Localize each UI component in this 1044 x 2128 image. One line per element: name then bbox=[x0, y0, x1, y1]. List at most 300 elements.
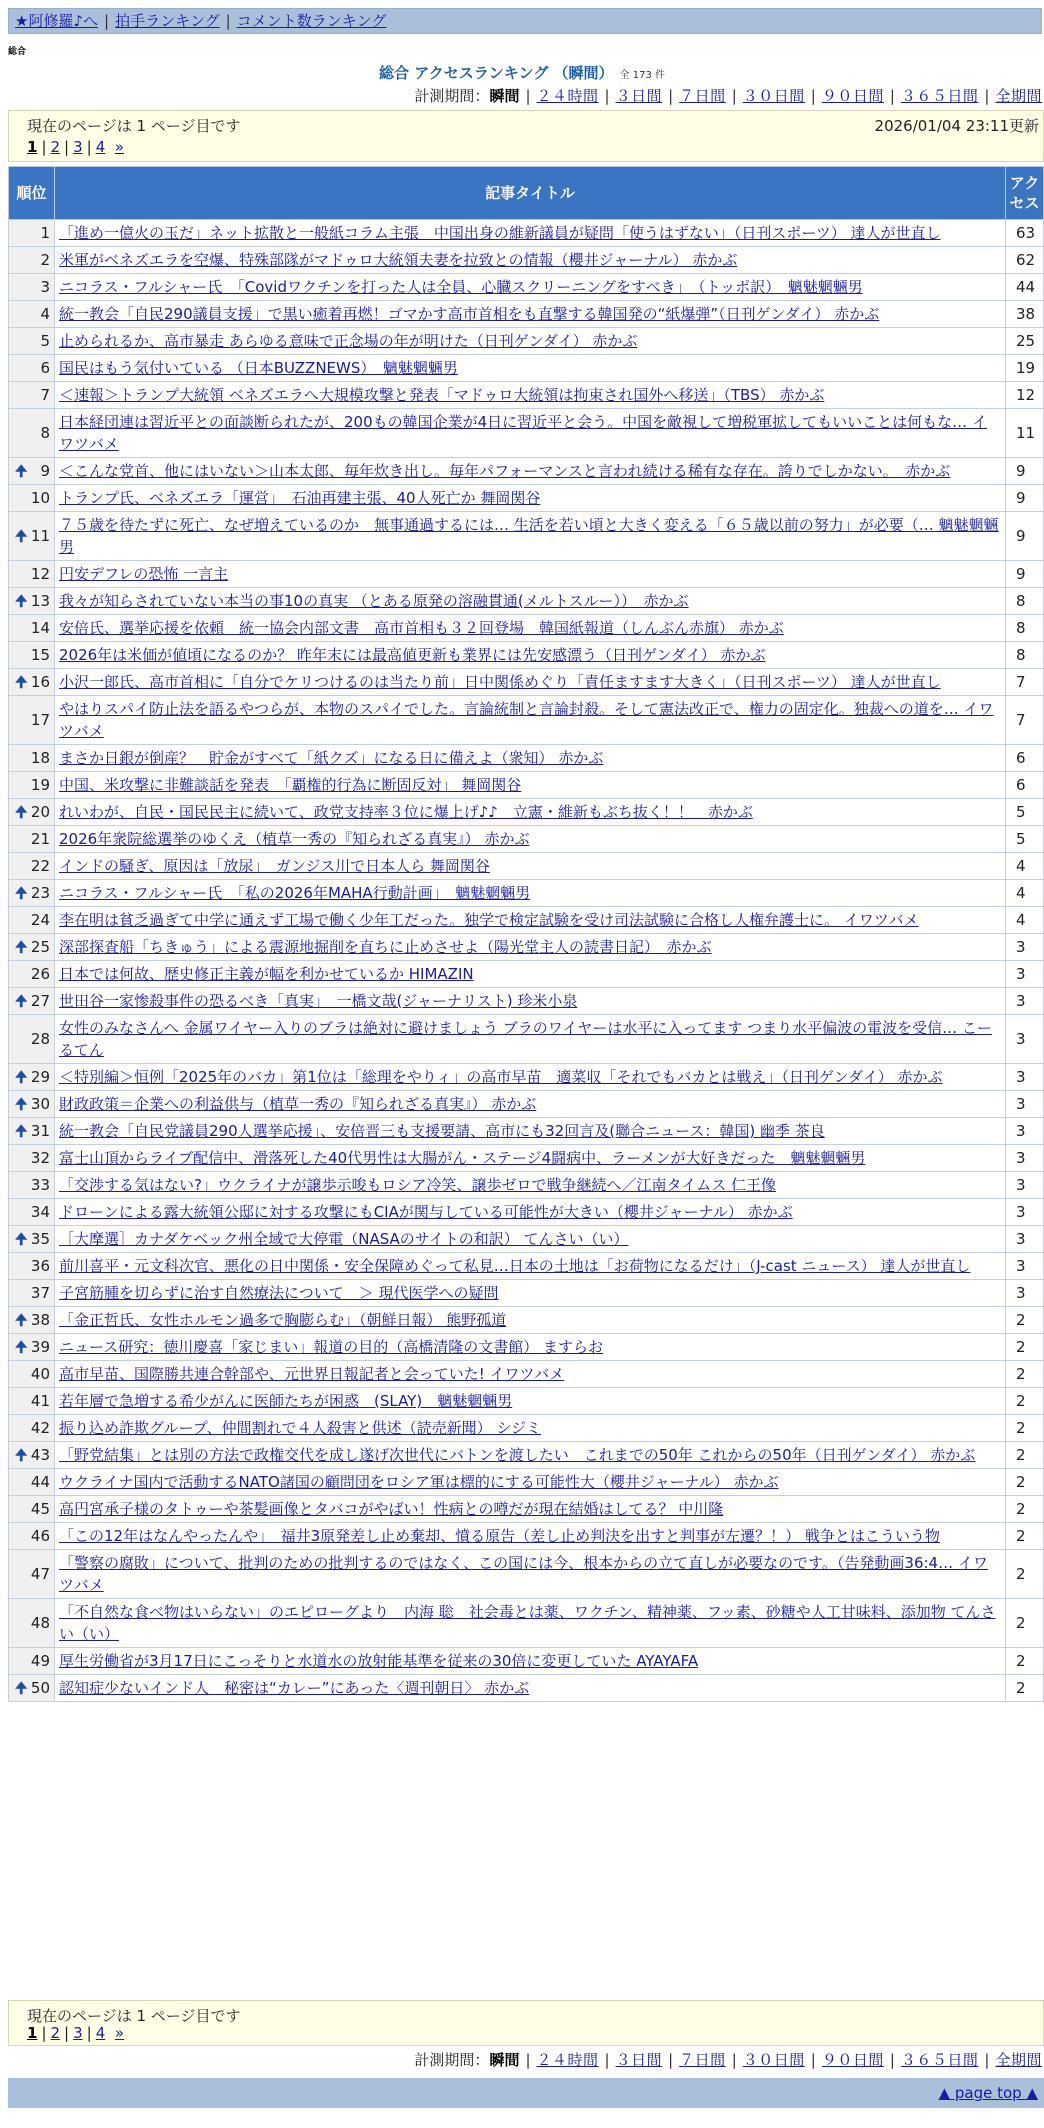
article-title-link[interactable]: 国民はもう気付いている （日本BUZZNEWS） 魑魅魍魎男 bbox=[59, 359, 458, 377]
rank-cell bbox=[9, 274, 55, 301]
title-cell bbox=[55, 853, 1006, 880]
rank-number: 21 bbox=[30, 830, 50, 848]
pager-separator: | bbox=[41, 138, 47, 156]
rank-number: 34 bbox=[30, 1203, 50, 1221]
period-separator: | bbox=[984, 87, 990, 105]
period-separator: | bbox=[889, 2051, 895, 2069]
rank-number: 19 bbox=[30, 776, 50, 794]
article-title-link[interactable]: まさか日銀が倒産？ 貯金がすべて「紙クズ」になる日に備えよ（衆知） 赤かぶ bbox=[59, 749, 604, 767]
pager-next-link[interactable]: » bbox=[114, 2024, 124, 2042]
article-title-link[interactable]: 子宮筋腫を切らずに治す自然療法について ＞ 現代医学への疑問 bbox=[59, 1284, 499, 1302]
access-count: 2 bbox=[1006, 1496, 1044, 1523]
access-count: 8 bbox=[1006, 615, 1044, 642]
article-title-link[interactable]: 認知症少ないインド人 秘密は“カレー”にあった〈週刊朝日〉 赤かぶ bbox=[59, 1679, 530, 1697]
rank-cell bbox=[9, 669, 55, 696]
table-row bbox=[9, 1015, 1044, 1064]
title-cell bbox=[55, 458, 1006, 485]
article-title-link[interactable]: ドローンによる露大統領公邸に対する攻撃にもCIAが関与している可能性が大きい（櫻井ジャーナル） 赤かぶ bbox=[59, 1203, 793, 1221]
rank-cell bbox=[9, 853, 55, 880]
access-count: 2 bbox=[1006, 1648, 1044, 1675]
access-count: 2 bbox=[1006, 1523, 1044, 1550]
article-title-link[interactable]: 世田谷一家惨殺事件の恐るべき「真実」 一橋文哉(ジャーナリスト) 珍米小泉 bbox=[59, 992, 578, 1010]
title-cell bbox=[55, 1469, 1006, 1496]
title-cell bbox=[55, 561, 1006, 588]
title-cell bbox=[55, 1648, 1006, 1675]
title-cell bbox=[55, 1307, 1006, 1334]
access-count: 7 bbox=[1006, 669, 1044, 696]
rank-number: 42 bbox=[30, 1419, 50, 1437]
title-cell bbox=[55, 382, 1006, 409]
table-row bbox=[9, 1334, 1044, 1361]
up-arrow-icon: 🠉 bbox=[15, 992, 28, 1010]
table-row bbox=[9, 485, 1044, 512]
title-cell bbox=[55, 1172, 1006, 1199]
table-row bbox=[9, 1361, 1044, 1388]
table-row bbox=[9, 301, 1044, 328]
table-row bbox=[9, 512, 1044, 561]
rank-number: 4 bbox=[40, 305, 50, 323]
rank-number: 30 bbox=[30, 1095, 50, 1113]
home-link[interactable]: ★阿修羅♪へ bbox=[15, 12, 99, 30]
access-count: 2 bbox=[1006, 1550, 1044, 1599]
article-title-link[interactable]: ［大摩選］カナダケベック州全域で大停電（NASAのサイトの和訳） てんさい（い） bbox=[59, 1230, 629, 1248]
title-cell bbox=[55, 274, 1006, 301]
period-separator: | bbox=[525, 2051, 531, 2069]
article-title-link[interactable]: ＜速報＞トランプ大統領 ベネズエラへ大規模攻撃と発表「マドゥロ大統領は拘束され国外へ移送」（TBS） 赤かぶ bbox=[59, 386, 825, 404]
title-cell bbox=[55, 1523, 1006, 1550]
rank-cell bbox=[9, 382, 55, 409]
article-title-link[interactable]: インドの騒ぎ、原因は「放尿」 ガンジス川で日本人ら 舞岡関谷 bbox=[59, 857, 490, 875]
table-row bbox=[9, 1226, 1044, 1253]
rank-number: 24 bbox=[30, 911, 50, 929]
table-row bbox=[9, 1496, 1044, 1523]
header-rank-text: 順位 bbox=[16, 184, 47, 202]
rank-number: 25 bbox=[30, 938, 50, 956]
pager-separator: | bbox=[86, 138, 92, 156]
rank-number: 11 bbox=[30, 527, 50, 545]
rank-cell bbox=[9, 301, 55, 328]
pager-page-link[interactable]: 3 bbox=[73, 2024, 83, 2042]
access-count: 3 bbox=[1006, 934, 1044, 961]
title-cell bbox=[55, 1361, 1006, 1388]
rank-cell bbox=[9, 745, 55, 772]
article-title-link[interactable]: 中国、米攻撃に非難談話を発表 「覇権的行為に断固反対」 舞岡関谷 bbox=[59, 776, 522, 794]
period-separator: | bbox=[889, 87, 895, 105]
period-selector-bottom bbox=[414, 2050, 1042, 2070]
table-row bbox=[9, 382, 1044, 409]
pager-current: 1 bbox=[27, 138, 38, 156]
rank-number: 28 bbox=[30, 1030, 50, 1048]
article-title-link[interactable]: 前川喜平・元文科次官、悪化の日中関係・安全保障めぐって私見…日本の土地は「お荷物になるだけ」（J-cast ニュース） 達人が世直し bbox=[59, 1257, 971, 1275]
access-count: 6 bbox=[1006, 745, 1044, 772]
rank-cell bbox=[9, 1388, 55, 1415]
access-count: 9 bbox=[1006, 561, 1044, 588]
table-row bbox=[9, 1253, 1044, 1280]
rank-number: 48 bbox=[30, 1614, 50, 1632]
rank-number: 6 bbox=[40, 359, 50, 377]
rank-number: 10 bbox=[30, 489, 50, 507]
rank-number: 43 bbox=[30, 1446, 50, 1464]
title-cell bbox=[55, 1334, 1006, 1361]
article-title-link[interactable]: れいわが、自民・国民民主に続いて、政党支持率３位に爆上げ♪♪ 立憲・維新もぶち抜く！！ 赤かぶ bbox=[59, 803, 753, 821]
access-count: 6 bbox=[1006, 772, 1044, 799]
title-cell bbox=[55, 1091, 1006, 1118]
total-count: 全 173 件 bbox=[619, 70, 665, 81]
rank-cell bbox=[9, 1064, 55, 1091]
table-row bbox=[9, 799, 1044, 826]
title-cell bbox=[55, 826, 1006, 853]
article-title-link[interactable]: 日本では何故、歴史修正主義が幅を利かせているか HIMAZIN bbox=[59, 965, 474, 983]
page-info-box-bottom bbox=[8, 2000, 1044, 2046]
title-cell bbox=[55, 642, 1006, 669]
page-info-box bbox=[8, 110, 1044, 162]
title-cell bbox=[55, 1442, 1006, 1469]
article-title-link[interactable]: 2026年は米価が値頃になるのか？ 昨年末には最高値更新も業界には先安感漂う（日刊ゲンダイ） 赤かぶ bbox=[59, 646, 766, 664]
period-option-link[interactable]: ３６５日間 bbox=[900, 2051, 979, 2069]
rank-number: 3 bbox=[40, 278, 50, 296]
access-count: 3 bbox=[1006, 1199, 1044, 1226]
title-cell bbox=[55, 1064, 1006, 1091]
article-title-link[interactable]: 富士山頂からライブ配信中、滑落死した40代男性は大腸がん・ステージ4闘病中、ラーメンが大好きだった 魑魅魍魎男 bbox=[59, 1149, 866, 1167]
rank-number: 13 bbox=[30, 592, 50, 610]
article-title-link[interactable]: 深部探査船「ちきゅう」による震源地掘削を直ちに止めさせよ（陽光堂主人の読書日記） 赤かぶ bbox=[59, 938, 712, 956]
title-cell bbox=[55, 328, 1006, 355]
access-count: 3 bbox=[1006, 961, 1044, 988]
article-title-link[interactable]: 財政政策＝企業への利益供与（植草一秀の『知られざる真実』） 赤かぶ bbox=[59, 1095, 537, 1113]
current-page-text: 現在のページは 1 ページ目です bbox=[27, 117, 241, 135]
article-title-link[interactable]: 「野党結集」とは別の方法で政権交代を成し遂げ次世代にバトンを渡したい これまでの50年 これからの50年（日刊ゲンダイ） 赤かぶ bbox=[59, 1446, 976, 1464]
pager-page-link[interactable]: 4 bbox=[95, 2024, 106, 2042]
access-count: 9 bbox=[1006, 485, 1044, 512]
article-title-link[interactable]: 若年層で急増する希少がんに医師たちが困惑 (SLAY) 魑魅魍魎男 bbox=[59, 1392, 513, 1410]
rank-cell bbox=[9, 409, 55, 458]
title-cell bbox=[55, 355, 1006, 382]
rank-cell bbox=[9, 826, 55, 853]
page-top-link[interactable]: ▲ page top ▲ bbox=[938, 2084, 1038, 2102]
rank-number: 35 bbox=[30, 1230, 50, 1248]
article-title-link[interactable]: ニコラス・フルシャー氏 「私の2026年MAHA行動計画」 魑魅魍魎男 bbox=[59, 884, 531, 902]
rank-cell bbox=[9, 458, 55, 485]
rank-cell bbox=[9, 1550, 55, 1599]
rank-cell bbox=[9, 615, 55, 642]
period-option-link[interactable]: ２４時間 bbox=[536, 2051, 599, 2069]
access-count: 63 bbox=[1006, 220, 1044, 247]
rank-cell bbox=[9, 1523, 55, 1550]
applause-ranking-link[interactable]: 拍手ランキング bbox=[115, 12, 220, 30]
rank-number: 8 bbox=[40, 424, 50, 442]
rank-cell bbox=[9, 880, 55, 907]
rank-number: 16 bbox=[30, 673, 50, 691]
rank-cell bbox=[9, 1145, 55, 1172]
rank-number: 7 bbox=[40, 386, 50, 404]
period-option-link[interactable]: 全期間 bbox=[995, 2051, 1042, 2069]
table-row bbox=[9, 1145, 1044, 1172]
rank-cell bbox=[9, 1469, 55, 1496]
pager-page-link[interactable]: 2 bbox=[50, 2024, 61, 2042]
updated-timestamp: 2026/01/04 23:11更新 bbox=[874, 117, 1039, 135]
title-cell bbox=[55, 512, 1006, 561]
article-title-link[interactable]: 小沢一郎氏、高市首相に「自分でケリつけるのは当たり前」日中関係めぐり「責任ますます大きく」（日刊スポーツ） 達人が世直し bbox=[59, 673, 941, 691]
pager-separator: | bbox=[41, 2024, 47, 2042]
up-arrow-icon: 🠉 bbox=[15, 1679, 28, 1697]
table-row bbox=[9, 907, 1044, 934]
pager-page-link[interactable]: 3 bbox=[73, 138, 83, 156]
period-option-link[interactable]: ９０日間 bbox=[821, 87, 884, 105]
table-row bbox=[9, 1415, 1044, 1442]
header-access-text: アク セス bbox=[1009, 174, 1040, 212]
rank-cell bbox=[9, 1599, 55, 1648]
period-option-link[interactable]: ９０日間 bbox=[821, 2051, 884, 2069]
title-cell bbox=[55, 961, 1006, 988]
article-title-link[interactable]: 「警察の腐敗」について、批判のための批判するのではなく、この国には今、根本からの立て直しが必要なのです。（告発動画36:4… イワツバメ bbox=[59, 1554, 988, 1594]
access-count: 4 bbox=[1006, 907, 1044, 934]
rank-cell bbox=[9, 1091, 55, 1118]
header-rank bbox=[9, 167, 55, 220]
article-title-link[interactable]: 統一教会「自民290議員支援」で黒い癒着再燃！ゴマかす高市首相をも直撃する韓国発の“紙爆弾”（日刊ゲンダイ） 赤かぶ bbox=[59, 305, 880, 323]
rank-number: 50 bbox=[30, 1679, 50, 1697]
title-cell bbox=[55, 1118, 1006, 1145]
access-count: 3 bbox=[1006, 1064, 1044, 1091]
rank-number: 20 bbox=[30, 803, 50, 821]
article-title-link[interactable]: 李在明は貧乏過ぎて中学に通えず工場で働く少年工だった。独学で検定試験を受け司法試験に合格し人権弁護士に。 イワツバメ bbox=[59, 911, 919, 929]
title-cell bbox=[55, 1415, 1006, 1442]
up-arrow-icon: 🠉 bbox=[15, 1230, 28, 1248]
table-row bbox=[9, 669, 1044, 696]
title-cell bbox=[55, 1145, 1006, 1172]
access-count: 5 bbox=[1006, 826, 1044, 853]
rank-cell bbox=[9, 934, 55, 961]
access-count: 2 bbox=[1006, 1675, 1044, 1702]
title-cell bbox=[55, 1599, 1006, 1648]
header-title: 記事タイトル bbox=[55, 167, 1006, 220]
up-arrow-icon: 🠉 bbox=[15, 1122, 28, 1140]
access-count: 3 bbox=[1006, 1118, 1044, 1145]
rank-number: 23 bbox=[30, 884, 50, 902]
article-title-link[interactable]: 安倍氏、選挙応援を依頼 統一協会内部文書 高市首相も３２回登場 韓国紙報道（しんぶん赤旗） 赤かぶ bbox=[59, 619, 784, 637]
article-title-link[interactable]: やはりスパイ防止法を語るやつらが、本物のスパイでした。言論統制と言論封殺。そして憲法改正で、権力の固定化。独裁への道を… イワツバメ bbox=[59, 700, 994, 740]
title-cell bbox=[55, 588, 1006, 615]
rank-cell bbox=[9, 961, 55, 988]
period-separator: | bbox=[668, 2051, 674, 2069]
article-title-link[interactable]: 2026年衆院総選挙のゆくえ（植草一秀の『知られざる真実』） 赤かぶ bbox=[59, 830, 530, 848]
period-option-link[interactable]: ７日間 bbox=[679, 2051, 726, 2069]
pager-separator: | bbox=[86, 2024, 92, 2042]
title-cell bbox=[55, 247, 1006, 274]
table-row bbox=[9, 826, 1044, 853]
rank-cell bbox=[9, 1172, 55, 1199]
access-count: 2 bbox=[1006, 1442, 1044, 1469]
article-title-link[interactable]: 「金正哲氏、女性ホルモン過多で胸膨らむ」（朝鮮日報） 熊野孤道 bbox=[59, 1311, 507, 1329]
table-row bbox=[9, 355, 1044, 382]
period-option-link[interactable]: ２４時間 bbox=[536, 87, 599, 105]
footer-bar bbox=[8, 2078, 1044, 2108]
article-title-link[interactable]: ニコラス・フルシャー氏 「Covidワクチンを打った人は全員、心臓スクリーニングをすべき」 （トッポ訳） 魑魅魍魎男 bbox=[59, 278, 863, 296]
table-row bbox=[9, 220, 1044, 247]
rank-number: 40 bbox=[30, 1365, 50, 1383]
title-cell bbox=[55, 1199, 1006, 1226]
rank-number: 9 bbox=[40, 462, 50, 480]
up-arrow-icon: 🠉 bbox=[15, 1095, 28, 1113]
article-title-link[interactable]: 女性のみなさんへ 金属ワイヤー入りのブラは絶対に避けましょう ブラのワイヤーは水平に入ってます つまり水平偏波の電波を受信… こーるてん bbox=[59, 1019, 992, 1059]
rank-cell bbox=[9, 561, 55, 588]
table-row bbox=[9, 934, 1044, 961]
article-title-link[interactable]: 米軍がベネズエラを空爆、特殊部隊がマドゥロ大統領夫妻を拉致との情報（櫻井ジャーナル） 赤かぶ bbox=[59, 251, 738, 269]
period-selector bbox=[414, 86, 1042, 106]
title-cell bbox=[55, 301, 1006, 328]
rank-cell bbox=[9, 772, 55, 799]
access-count: 3 bbox=[1006, 1172, 1044, 1199]
rank-cell bbox=[9, 1253, 55, 1280]
table-row bbox=[9, 1199, 1044, 1226]
access-count: 62 bbox=[1006, 247, 1044, 274]
rank-number: 44 bbox=[30, 1473, 50, 1491]
table-row bbox=[9, 328, 1044, 355]
period-option-link[interactable]: ３日間 bbox=[615, 87, 663, 105]
access-count: 19 bbox=[1006, 355, 1044, 382]
rank-number: 17 bbox=[30, 711, 50, 729]
period-separator: | bbox=[668, 87, 674, 105]
pager-separator: | bbox=[64, 138, 70, 156]
article-title-link[interactable]: ７５歳を待たずに死亡、なぜ増えているのか 無事通過するには… 生活を若い頃と大きく変える「６５歳以前の努力」が必要（… 魑魅魍魎男 bbox=[59, 516, 999, 556]
table-row bbox=[9, 1388, 1044, 1415]
access-count: 3 bbox=[1006, 1280, 1044, 1307]
pager-page-link[interactable]: 4 bbox=[95, 138, 106, 156]
article-title-link[interactable]: 「交渉する気はない?」ウクライナが譲歩示唆もロシア冷笑、譲歩ゼロで戦争継続へ／江南タイムス 仁王像 bbox=[59, 1176, 776, 1194]
rank-number: 36 bbox=[30, 1257, 50, 1275]
title-cell bbox=[55, 934, 1006, 961]
rank-number: 22 bbox=[30, 857, 50, 875]
comment-ranking-link[interactable]: コメント数ランキング bbox=[236, 12, 387, 30]
rank-number: 1 bbox=[40, 224, 50, 242]
article-title-link[interactable]: トランプ氏、ベネズエラ「運営」 石油再建主張、40人死亡か 舞岡関谷 bbox=[59, 489, 541, 507]
rank-cell bbox=[9, 328, 55, 355]
article-title-link[interactable]: ニュース研究：徳川慶喜「家じまい」報道の目的（高橋清隆の文書館） ますらお bbox=[59, 1338, 604, 1356]
pager-bottom bbox=[27, 2024, 124, 2042]
article-title-link[interactable]: ウクライナ国内で活動するNATO諸国の顧問団をロシア軍は標的にする可能性大（櫻井ジャーナル） 赤かぶ bbox=[59, 1473, 779, 1491]
period-separator: | bbox=[810, 2051, 816, 2069]
table-row bbox=[9, 1599, 1044, 1648]
article-title-link[interactable]: 振り込め詐欺グループ、仲間割れで４人殺害と供述（読売新聞） シジミ bbox=[59, 1419, 541, 1437]
access-count: 2 bbox=[1006, 1599, 1044, 1648]
title-cell bbox=[55, 1496, 1006, 1523]
page-title bbox=[0, 62, 1044, 83]
title-cell bbox=[55, 799, 1006, 826]
rank-cell bbox=[9, 1226, 55, 1253]
article-title-link[interactable]: 止められるか、高市暴走 あらゆる意味で正念場の年が明けた（日刊ゲンダイ） 赤かぶ bbox=[59, 332, 638, 350]
rank-number: 39 bbox=[30, 1338, 50, 1356]
table-row bbox=[9, 588, 1044, 615]
table-row bbox=[9, 1550, 1044, 1599]
table-row bbox=[9, 853, 1044, 880]
article-title-link[interactable]: 円安デフレの恐怖 一言主 bbox=[59, 565, 229, 583]
table-row bbox=[9, 247, 1044, 274]
pager bbox=[27, 138, 124, 156]
rank-cell bbox=[9, 642, 55, 669]
article-title-link[interactable]: ＜こんな党首、他にはいない＞山本太郎、毎年炊き出し。毎年パフォーマンスと言われ続ける稀有な存在。誇りでしかない。 赤かぶ bbox=[59, 462, 951, 480]
table-row bbox=[9, 1172, 1044, 1199]
ranking-title: 総合 アクセスランキング （瞬間） bbox=[379, 64, 614, 82]
period-option-link[interactable]: ３６５日間 bbox=[900, 87, 979, 105]
table-row bbox=[9, 458, 1044, 485]
access-count: 8 bbox=[1006, 642, 1044, 669]
article-title-link[interactable]: 我々が知らされていない本当の事10の真実 （とある原発の溶融貫通(メルトスルー）） 赤かぶ bbox=[59, 592, 689, 610]
period-separator: | bbox=[525, 87, 531, 105]
title-cell bbox=[55, 1675, 1006, 1702]
up-arrow-icon: 🠉 bbox=[15, 803, 28, 821]
period-option-link[interactable]: ７日間 bbox=[679, 87, 726, 105]
table-row bbox=[9, 1307, 1044, 1334]
article-title-link[interactable]: 統一教会「自民党議員290人選挙応援」、安倍晋三も支援要請、高市にも32回言及(聯合ニュース：韓国) 幽季 茶良 bbox=[59, 1122, 825, 1140]
period-option-link[interactable]: 全期間 bbox=[995, 87, 1042, 105]
period-separator: | bbox=[810, 87, 816, 105]
access-count: 7 bbox=[1006, 696, 1044, 745]
rank-cell bbox=[9, 1415, 55, 1442]
rank-cell bbox=[9, 1675, 55, 1702]
table-row bbox=[9, 1675, 1044, 1702]
rank-number: 5 bbox=[40, 332, 50, 350]
article-title-link[interactable]: 「不自然な食べ物はいらない」のエピローグより 内海 聡 社会毒とは薬、ワクチン、精神薬、フッ素、砂糖や人工甘味料、添加物 てんさい（い） bbox=[59, 1603, 996, 1643]
rank-number: 14 bbox=[30, 619, 50, 637]
rank-cell bbox=[9, 1307, 55, 1334]
rank-cell bbox=[9, 1496, 55, 1523]
article-title-link[interactable]: 「進め一億火の玉だ」ネット拡散と一般紙コラム主張 中国出身の維新議員が疑問「使うはずない」（日刊スポーツ） 達人が世直し bbox=[59, 224, 941, 242]
rank-number: 18 bbox=[30, 749, 50, 767]
title-cell bbox=[55, 1550, 1006, 1599]
access-count: 2 bbox=[1006, 1307, 1044, 1334]
article-title-link[interactable]: 高市早苗、国際勝共連合幹部や、元世界日報記者と会っていた! イワツバメ bbox=[59, 1365, 565, 1383]
rank-cell bbox=[9, 1015, 55, 1064]
table-row bbox=[9, 745, 1044, 772]
rank-cell bbox=[9, 696, 55, 745]
table-row bbox=[9, 988, 1044, 1015]
article-title-link[interactable]: 「この12年はなんやったんや」 福井3原発差し止め棄却、憤る原告（差し止め判決を出すと判事が左遷？！） 戦争とはこういう物 bbox=[59, 1527, 940, 1545]
period-separator: | bbox=[731, 87, 737, 105]
table-row bbox=[9, 1523, 1044, 1550]
period-option-link[interactable]: ３０日間 bbox=[742, 87, 805, 105]
access-count: 4 bbox=[1006, 880, 1044, 907]
up-arrow-icon: 🠉 bbox=[15, 938, 28, 956]
access-count: 8 bbox=[1006, 588, 1044, 615]
pager-next-link[interactable]: » bbox=[114, 138, 124, 156]
pager-page-link[interactable]: 2 bbox=[50, 138, 61, 156]
header-access bbox=[1006, 167, 1044, 220]
rank-cell bbox=[9, 988, 55, 1015]
table-row bbox=[9, 274, 1044, 301]
access-count: 5 bbox=[1006, 799, 1044, 826]
article-title-link[interactable]: 日本経団連は習近平との面談断られたが、200もの韓国企業が4日に習近平と会う。中国を敵視して増税軍拡してもいいことは何もな… イワツバメ bbox=[59, 413, 987, 453]
rank-cell bbox=[9, 1199, 55, 1226]
rank-cell bbox=[9, 1361, 55, 1388]
table-row bbox=[9, 1091, 1044, 1118]
access-count: 11 bbox=[1006, 409, 1044, 458]
up-arrow-icon: 🠉 bbox=[15, 1068, 28, 1086]
access-count: 3 bbox=[1006, 1091, 1044, 1118]
up-arrow-icon: 🠉 bbox=[15, 1446, 28, 1464]
table-row bbox=[9, 1648, 1044, 1675]
period-option-link[interactable]: ３０日間 bbox=[742, 2051, 805, 2069]
article-title-link[interactable]: 厚生労働省が3月17日にこっそりと水道水の放射能基準を従来の30倍に変更していた AYAYAFA bbox=[59, 1652, 699, 1670]
article-title-link[interactable]: 高円宮承子様のタトゥーや茶髪画像とタバコがやばい！性病との噂だが現在結婚はしてる？ 中川隆 bbox=[59, 1500, 724, 1518]
rank-number: 27 bbox=[30, 992, 50, 1010]
period-option-link[interactable]: ３日間 bbox=[615, 2051, 663, 2069]
rank-number: 26 bbox=[30, 965, 50, 983]
table-row bbox=[9, 1280, 1044, 1307]
period-separator: | bbox=[604, 87, 610, 105]
rank-cell bbox=[9, 1280, 55, 1307]
title-cell bbox=[55, 1388, 1006, 1415]
article-title-link[interactable]: ＜特別編＞恒例「2025年のバカ」第1位は「総理をやりィ」の高市早苗 適菜収「それでもバカとは戦え」（日刊ゲンダイ） 赤かぶ bbox=[59, 1068, 943, 1086]
rank-cell bbox=[9, 1442, 55, 1469]
